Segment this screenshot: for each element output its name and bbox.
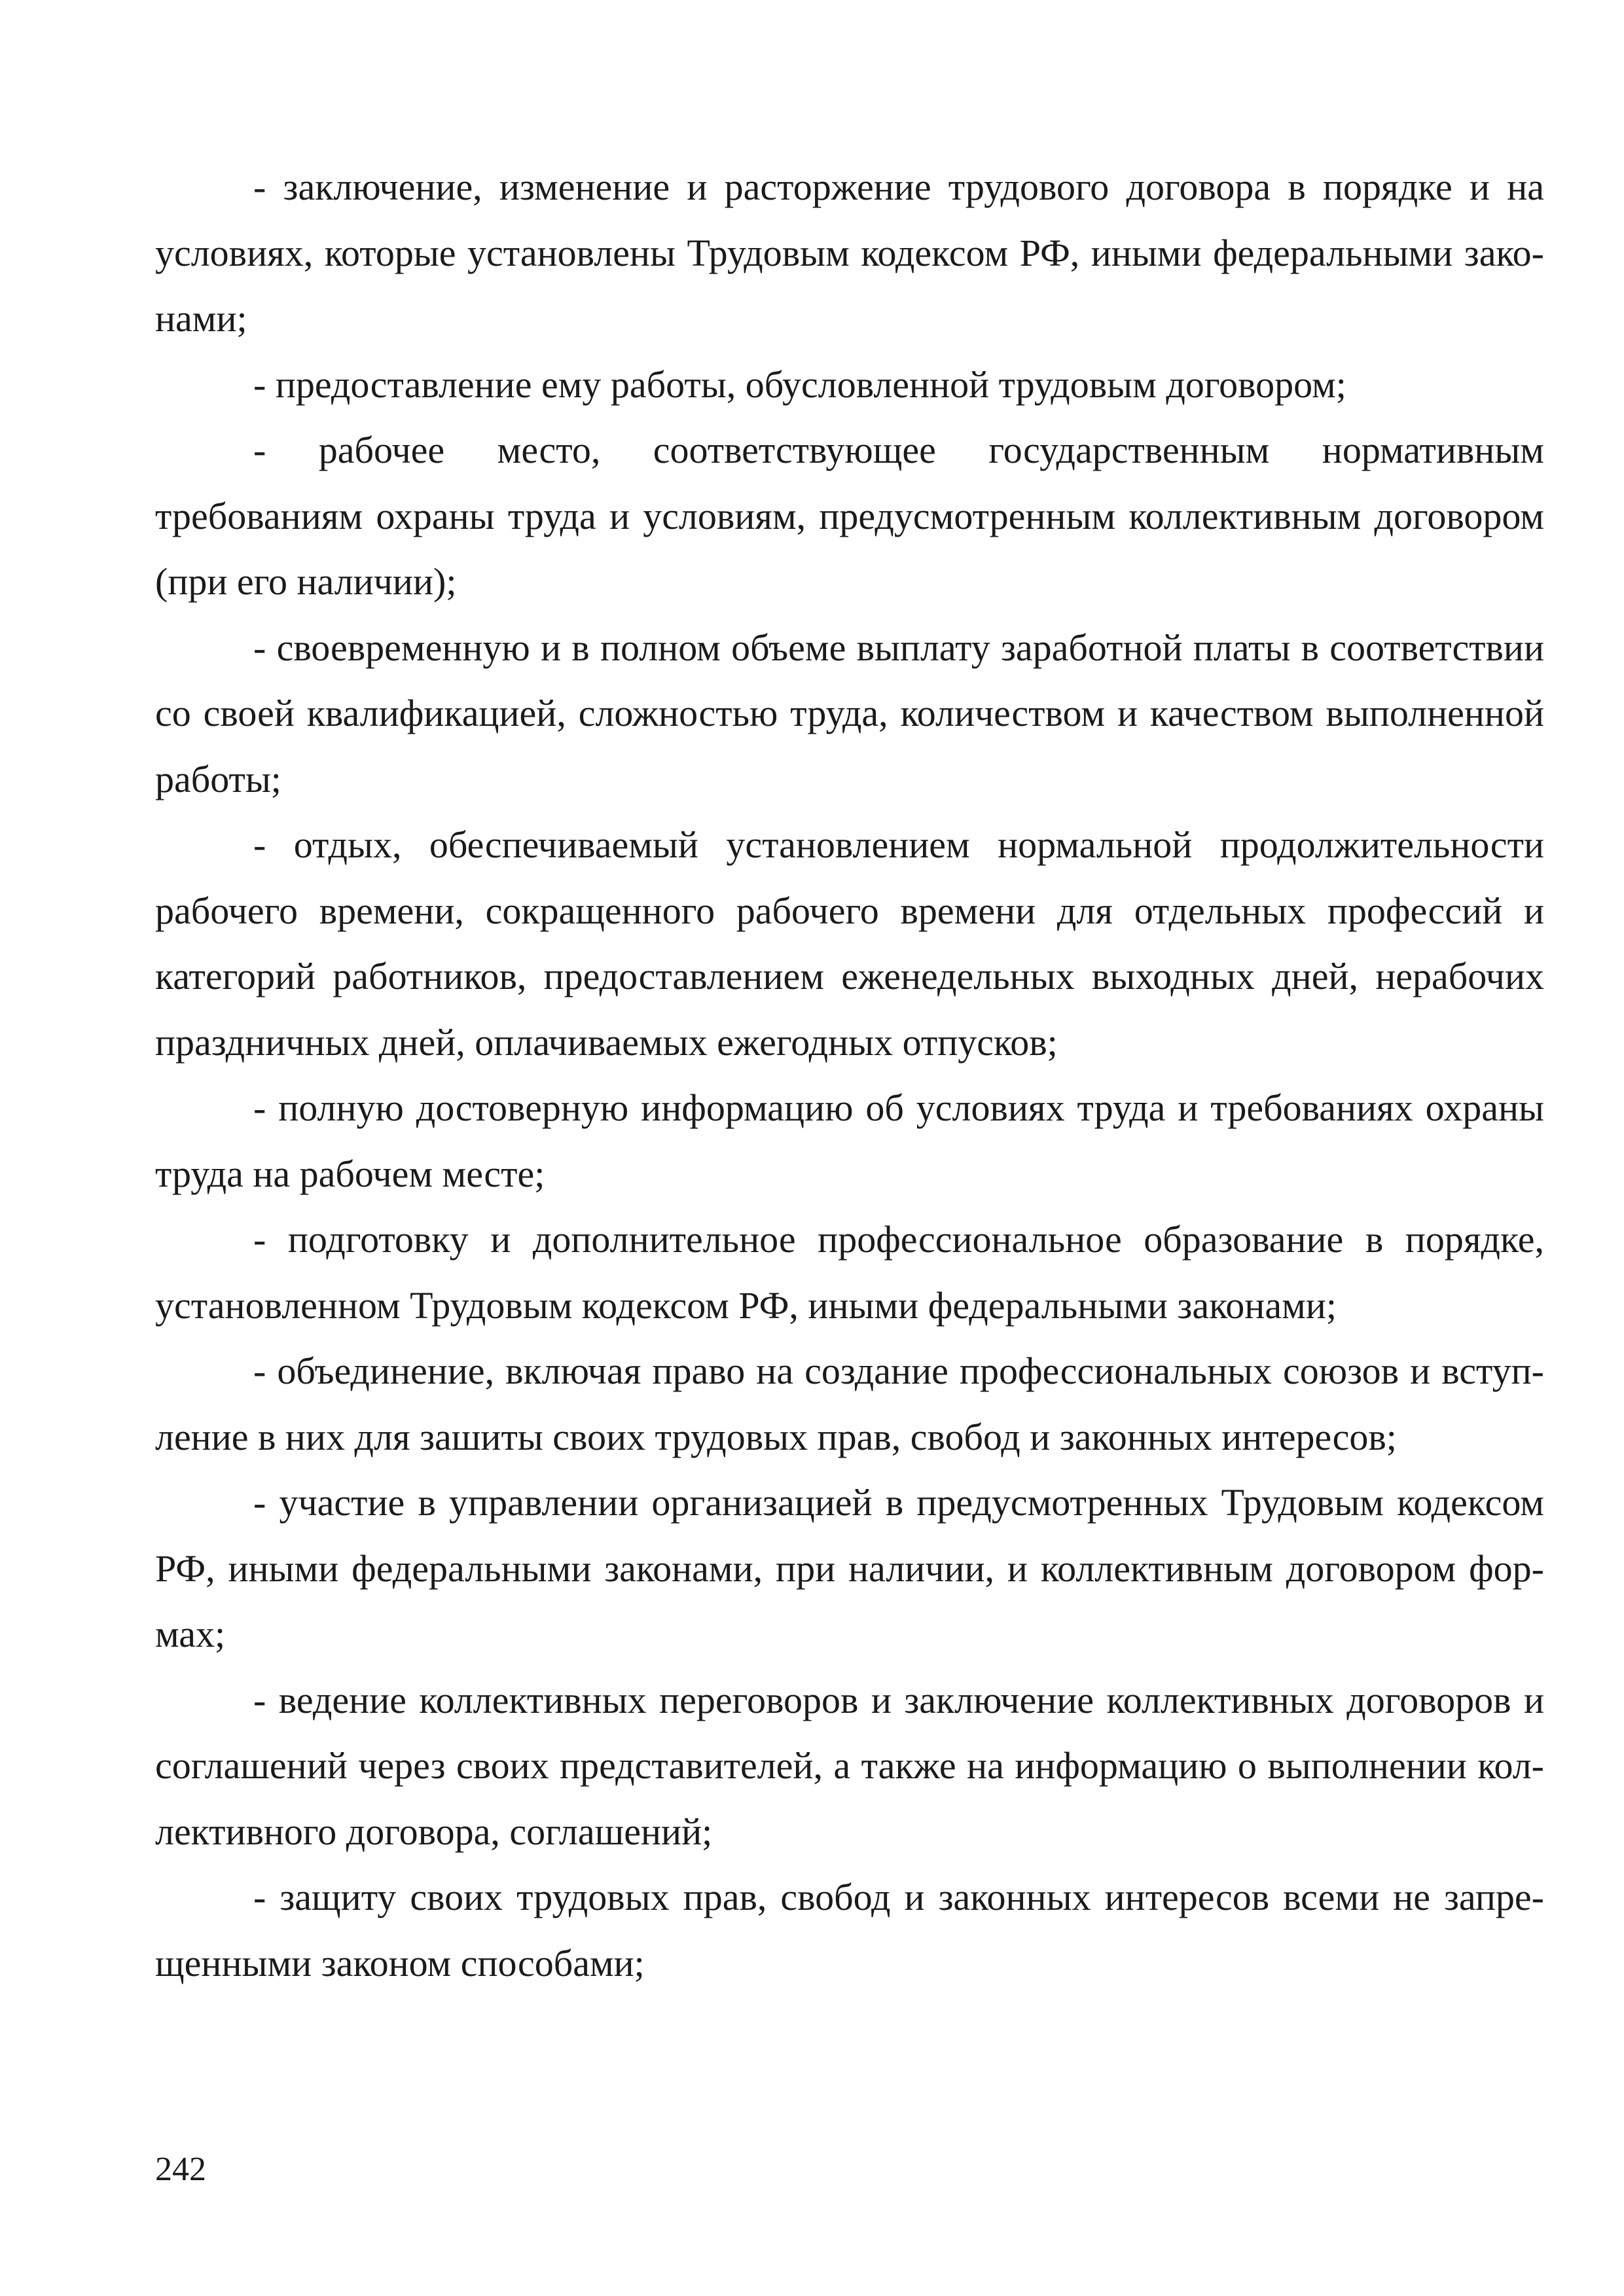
list-item: - своевременную и в полном объеме выплату заработной платы в соответствии со своей квалификацией, сложностью труда, количеством и качеством выполненной работы; (155, 626, 1544, 800)
list-item: - предоставление ему работы, обусловленной трудовым договором; (253, 363, 1346, 406)
list-item: - защиту своих трудовых прав, свобод и законных интересов всеми не запрещенными законом способами; (155, 1876, 1544, 1984)
page-number: 242 (155, 2151, 206, 2188)
list-item: - ведение коллективных переговоров и заключение коллективных договоров и соглашений через своих представителей, а также на информацию о выполнении коллективного договора, соглашений; (155, 1678, 1544, 1853)
body-text (155, 154, 1544, 1996)
list-item: - заключение, изменение и расторжение трудового договора в порядке и на условиях, которые установлены Трудовым кодексом РФ, иными федеральными законами; (155, 166, 1544, 340)
list-item: - полную достоверную информацию об условиях труда и требованиях охраны труда на рабочем месте; (155, 1086, 1544, 1195)
list-item: - объединение, включая право на создание профессиональных союзов и вступление в них для зашиты своих трудовых прав, свобод и законных интересов; (155, 1350, 1544, 1458)
list-item: - участие в управлении организацией в предусмотренных Трудовым кодексом РФ, иными федеральными законами, при наличии, и коллективным договором формах; (155, 1481, 1544, 1655)
list-item: - отдых, обеспечиваемый установлением нормальной продолжительности рабочего времени, сокращенного рабочего времени для отдельных профессий и категорий работников, предоставлением еженедельных выходных дней, нерабочих праздничных дней, оплачиваемых ежегодных отпусков; (155, 823, 1544, 1064)
list-item: - подготовку и дополнительное профессиональное образование в порядке, установленном Трудовым кодексом РФ, иными федеральными законами; (155, 1218, 1544, 1327)
list-item: - рабочее место, соответствующее государственным нормативным требованиям охраны труда и условиям, предусмотренным коллективным договором (при его наличии); (155, 429, 1544, 603)
